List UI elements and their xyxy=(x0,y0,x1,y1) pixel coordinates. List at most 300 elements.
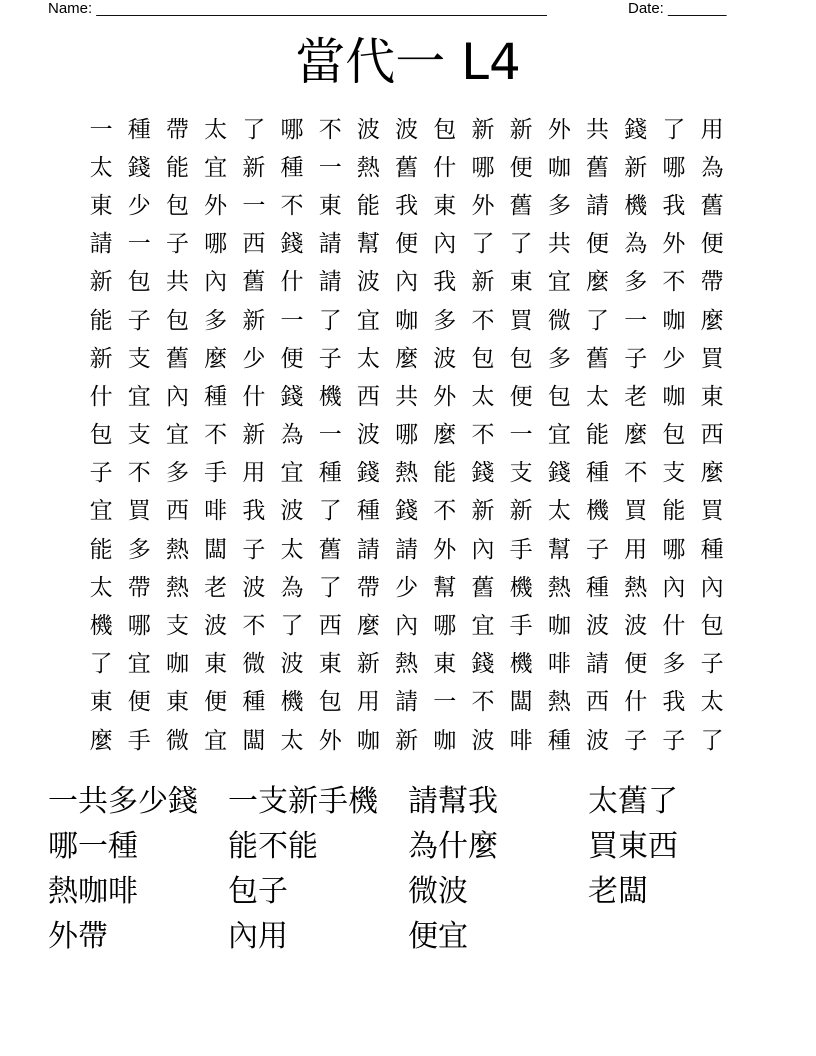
word-list-item: 微波 xyxy=(408,874,468,909)
grid-cell: 東 xyxy=(318,192,342,219)
grid-cell: 包 xyxy=(662,422,686,449)
grid-cell: 麼 xyxy=(433,422,457,449)
grid-cell: 能 xyxy=(433,460,457,487)
grid-cell: 種 xyxy=(700,536,724,563)
grid-cell: 錢 xyxy=(356,460,380,487)
grid-cell: 咖 xyxy=(662,383,686,410)
grid-cell: 熱 xyxy=(547,689,571,716)
grid-cell: 波 xyxy=(395,116,419,143)
grid-cell: 東 xyxy=(89,689,113,716)
grid-cell: 包 xyxy=(509,345,533,372)
grid-cell: 波 xyxy=(242,574,266,601)
grid-cell: 了 xyxy=(509,231,533,258)
grid-cell: 外 xyxy=(204,192,228,219)
word-list xyxy=(48,780,768,960)
name-field-label: Name: ______________________________________________________ xyxy=(48,0,547,17)
grid-cell: 波 xyxy=(586,613,610,640)
grid-cell: 便 xyxy=(395,231,419,258)
grid-cell: 咖 xyxy=(547,154,571,181)
grid-cell: 波 xyxy=(624,613,648,640)
grid-cell: 不 xyxy=(242,613,266,640)
grid-cell: 機 xyxy=(509,574,533,601)
grid-cell: 買 xyxy=(700,345,724,372)
grid-cell: 手 xyxy=(204,460,228,487)
grid-cell: 太 xyxy=(204,116,228,143)
grid-cell: 種 xyxy=(586,574,610,601)
word-list-item: 外帶 xyxy=(48,919,108,954)
grid-cell: 子 xyxy=(700,651,724,678)
grid-cell: 內 xyxy=(700,574,724,601)
grid-cell: 西 xyxy=(165,498,189,525)
grid-cell: 咖 xyxy=(356,727,380,754)
word-list-item: 為什麼 xyxy=(408,829,498,864)
grid-cell: 太 xyxy=(280,727,304,754)
grid-cell: 一 xyxy=(127,231,151,258)
grid-cell: 咖 xyxy=(433,727,457,754)
grid-cell: 子 xyxy=(624,345,648,372)
grid-cell: 多 xyxy=(547,345,571,372)
grid-cell: 帶 xyxy=(127,574,151,601)
grid-cell: 麼 xyxy=(356,613,380,640)
grid-cell: 宜 xyxy=(356,307,380,334)
grid-cell: 機 xyxy=(318,383,342,410)
grid-cell: 咖 xyxy=(395,307,419,334)
grid-cell: 請 xyxy=(89,231,113,258)
grid-cell: 西 xyxy=(242,231,266,258)
grid-cell: 太 xyxy=(547,498,571,525)
grid-cell: 啡 xyxy=(509,727,533,754)
grid-cell: 多 xyxy=(624,269,648,296)
grid-cell: 西 xyxy=(356,383,380,410)
grid-cell: 西 xyxy=(586,689,610,716)
grid-cell: 闆 xyxy=(509,689,533,716)
grid-cell: 舊 xyxy=(395,154,419,181)
grid-cell: 買 xyxy=(127,498,151,525)
grid-cell: 什 xyxy=(662,613,686,640)
grid-cell: 內 xyxy=(471,536,495,563)
word-list-item: 內用 xyxy=(228,919,288,954)
grid-cell: 宜 xyxy=(89,498,113,525)
grid-cell: 波 xyxy=(356,269,380,296)
grid-cell: 宜 xyxy=(547,422,571,449)
word-list-item: 老闆 xyxy=(588,874,648,909)
grid-cell: 幫 xyxy=(433,574,457,601)
grid-cell: 了 xyxy=(662,116,686,143)
grid-cell: 外 xyxy=(433,536,457,563)
grid-cell: 微 xyxy=(242,651,266,678)
grid-cell: 新 xyxy=(471,116,495,143)
grid-cell: 東 xyxy=(89,192,113,219)
grid-cell: 買 xyxy=(700,498,724,525)
grid-cell: 用 xyxy=(242,460,266,487)
grid-cell: 麼 xyxy=(624,422,648,449)
grid-cell: 宜 xyxy=(165,422,189,449)
grid-cell: 啡 xyxy=(547,651,571,678)
grid-cell: 宜 xyxy=(127,383,151,410)
grid-cell: 波 xyxy=(433,345,457,372)
grid-cell: 包 xyxy=(89,422,113,449)
grid-cell: 幫 xyxy=(547,536,571,563)
grid-cell: 闆 xyxy=(242,727,266,754)
grid-cell: 子 xyxy=(242,536,266,563)
grid-cell: 宜 xyxy=(280,460,304,487)
grid-cell: 多 xyxy=(165,460,189,487)
grid-cell: 太 xyxy=(356,345,380,372)
grid-cell: 少 xyxy=(662,345,686,372)
grid-cell: 一 xyxy=(318,422,342,449)
grid-cell: 一 xyxy=(509,422,533,449)
grid-cell: 少 xyxy=(242,345,266,372)
grid-cell: 舊 xyxy=(165,345,189,372)
grid-cell: 一 xyxy=(433,689,457,716)
grid-cell: 不 xyxy=(433,498,457,525)
grid-cell: 帶 xyxy=(700,269,724,296)
grid-cell: 宜 xyxy=(127,651,151,678)
grid-cell: 多 xyxy=(662,651,686,678)
grid-cell: 東 xyxy=(204,651,228,678)
grid-cell: 老 xyxy=(204,574,228,601)
grid-cell: 機 xyxy=(509,651,533,678)
grid-cell: 新 xyxy=(242,154,266,181)
grid-cell: 種 xyxy=(586,460,610,487)
grid-cell: 一 xyxy=(624,307,648,334)
grid-cell: 帶 xyxy=(165,116,189,143)
grid-cell: 不 xyxy=(127,460,151,487)
grid-cell: 一 xyxy=(89,116,113,143)
grid-cell: 哪 xyxy=(395,422,419,449)
grid-cell: 為 xyxy=(280,422,304,449)
grid-cell: 不 xyxy=(471,422,495,449)
grid-cell: 便 xyxy=(700,231,724,258)
word-list-item: 便宜 xyxy=(408,919,468,954)
grid-cell: 機 xyxy=(89,613,113,640)
grid-cell: 錢 xyxy=(280,383,304,410)
grid-cell: 共 xyxy=(586,116,610,143)
grid-cell: 新 xyxy=(509,498,533,525)
grid-cell: 不 xyxy=(280,192,304,219)
grid-cell: 便 xyxy=(509,154,533,181)
grid-cell: 請 xyxy=(586,651,610,678)
grid-cell: 錢 xyxy=(471,651,495,678)
grid-cell: 錢 xyxy=(471,460,495,487)
grid-cell: 包 xyxy=(547,383,571,410)
grid-cell: 了 xyxy=(242,116,266,143)
word-list-item: 一共多少錢 xyxy=(48,784,198,819)
grid-cell: 一 xyxy=(242,192,266,219)
grid-cell: 請 xyxy=(395,536,419,563)
word-list-item: 能不能 xyxy=(228,829,318,864)
grid-cell: 新 xyxy=(89,269,113,296)
grid-cell: 什 xyxy=(242,383,266,410)
grid-cell: 便 xyxy=(586,231,610,258)
grid-cell: 新 xyxy=(471,269,495,296)
grid-cell: 新 xyxy=(471,498,495,525)
grid-cell: 我 xyxy=(433,269,457,296)
grid-cell: 手 xyxy=(509,613,533,640)
grid-cell: 內 xyxy=(204,269,228,296)
grid-cell: 了 xyxy=(280,613,304,640)
grid-cell: 哪 xyxy=(433,613,457,640)
grid-cell: 波 xyxy=(356,422,380,449)
grid-cell: 麼 xyxy=(395,345,419,372)
grid-cell: 能 xyxy=(165,154,189,181)
grid-cell: 什 xyxy=(280,269,304,296)
grid-cell: 熱 xyxy=(624,574,648,601)
grid-cell: 便 xyxy=(280,345,304,372)
grid-cell: 包 xyxy=(127,269,151,296)
grid-cell: 舊 xyxy=(586,154,610,181)
grid-cell: 種 xyxy=(547,727,571,754)
grid-cell: 用 xyxy=(624,536,648,563)
grid-cell: 外 xyxy=(547,116,571,143)
grid-cell: 買 xyxy=(509,307,533,334)
grid-cell: 啡 xyxy=(204,498,228,525)
grid-cell: 一 xyxy=(280,307,304,334)
word-list-item: 太舊了 xyxy=(588,784,678,819)
grid-cell: 請 xyxy=(586,192,610,219)
grid-cell: 哪 xyxy=(471,154,495,181)
grid-cell: 包 xyxy=(471,345,495,372)
grid-cell: 少 xyxy=(127,192,151,219)
grid-cell: 子 xyxy=(586,536,610,563)
grid-cell: 不 xyxy=(471,307,495,334)
grid-cell: 波 xyxy=(586,727,610,754)
grid-cell: 少 xyxy=(395,574,419,601)
grid-cell: 子 xyxy=(624,727,648,754)
grid-cell: 機 xyxy=(624,192,648,219)
grid-cell: 波 xyxy=(356,116,380,143)
grid-cell: 包 xyxy=(318,689,342,716)
grid-cell: 請 xyxy=(356,536,380,563)
grid-cell: 不 xyxy=(204,422,228,449)
grid-cell: 我 xyxy=(662,689,686,716)
grid-cell: 外 xyxy=(662,231,686,258)
grid-cell: 哪 xyxy=(204,231,228,258)
grid-cell: 用 xyxy=(356,689,380,716)
grid-cell: 東 xyxy=(700,383,724,410)
grid-cell: 便 xyxy=(509,383,533,410)
grid-cell: 包 xyxy=(433,116,457,143)
grid-cell: 種 xyxy=(318,460,342,487)
grid-cell: 種 xyxy=(242,689,266,716)
grid-cell: 支 xyxy=(509,460,533,487)
grid-cell: 內 xyxy=(662,574,686,601)
grid-cell: 請 xyxy=(318,269,342,296)
grid-cell: 為 xyxy=(624,231,648,258)
grid-cell: 手 xyxy=(509,536,533,563)
grid-cell: 不 xyxy=(318,116,342,143)
grid-cell: 內 xyxy=(165,383,189,410)
grid-cell: 子 xyxy=(127,307,151,334)
grid-cell: 麼 xyxy=(204,345,228,372)
grid-cell: 西 xyxy=(318,613,342,640)
grid-cell: 新 xyxy=(395,727,419,754)
grid-cell: 宜 xyxy=(471,613,495,640)
grid-cell: 為 xyxy=(700,154,724,181)
grid-cell: 了 xyxy=(318,307,342,334)
grid-cell: 內 xyxy=(395,613,419,640)
grid-cell: 多 xyxy=(547,192,571,219)
word-list-item: 包子 xyxy=(228,874,288,909)
grid-cell: 什 xyxy=(433,154,457,181)
grid-cell: 一 xyxy=(318,154,342,181)
grid-cell: 了 xyxy=(318,498,342,525)
grid-cell: 舊 xyxy=(509,192,533,219)
grid-cell: 太 xyxy=(586,383,610,410)
grid-cell: 請 xyxy=(395,689,419,716)
grid-cell: 錢 xyxy=(127,154,151,181)
grid-cell: 舊 xyxy=(700,192,724,219)
grid-cell: 帶 xyxy=(356,574,380,601)
grid-cell: 錢 xyxy=(280,231,304,258)
grid-cell: 種 xyxy=(127,116,151,143)
grid-cell: 新 xyxy=(509,116,533,143)
grid-cell: 舊 xyxy=(318,536,342,563)
grid-cell: 宜 xyxy=(547,269,571,296)
grid-cell: 舊 xyxy=(586,345,610,372)
grid-cell: 哪 xyxy=(280,116,304,143)
grid-cell: 宜 xyxy=(204,727,228,754)
grid-cell: 波 xyxy=(471,727,495,754)
grid-cell: 種 xyxy=(280,154,304,181)
grid-cell: 包 xyxy=(165,192,189,219)
grid-cell: 能 xyxy=(89,307,113,334)
grid-cell: 波 xyxy=(280,498,304,525)
grid-cell: 錢 xyxy=(547,460,571,487)
grid-cell: 熱 xyxy=(395,460,419,487)
grid-cell: 波 xyxy=(204,613,228,640)
grid-cell: 哪 xyxy=(662,536,686,563)
grid-cell: 波 xyxy=(280,651,304,678)
grid-cell: 不 xyxy=(662,269,686,296)
grid-cell: 外 xyxy=(471,192,495,219)
grid-cell: 太 xyxy=(471,383,495,410)
grid-cell: 東 xyxy=(433,192,457,219)
grid-cell: 支 xyxy=(127,422,151,449)
grid-cell: 舊 xyxy=(242,269,266,296)
grid-cell: 包 xyxy=(165,307,189,334)
grid-cell: 麼 xyxy=(89,727,113,754)
grid-cell: 咖 xyxy=(662,307,686,334)
grid-cell: 內 xyxy=(433,231,457,258)
grid-cell: 不 xyxy=(471,689,495,716)
grid-cell: 我 xyxy=(662,192,686,219)
grid-cell: 微 xyxy=(547,307,571,334)
grid-cell: 太 xyxy=(700,689,724,716)
grid-cell: 機 xyxy=(586,498,610,525)
page-title: 當代一 L4 xyxy=(295,33,521,91)
grid-cell: 支 xyxy=(165,613,189,640)
grid-cell: 微 xyxy=(165,727,189,754)
grid-cell: 不 xyxy=(624,460,648,487)
grid-cell: 能 xyxy=(586,422,610,449)
grid-cell: 西 xyxy=(700,422,724,449)
grid-cell: 熱 xyxy=(165,536,189,563)
grid-cell: 舊 xyxy=(471,574,495,601)
grid-cell: 能 xyxy=(89,536,113,563)
grid-cell: 包 xyxy=(700,613,724,640)
word-list-item: 熱咖啡 xyxy=(48,874,138,909)
word-list-item: 一支新手機 xyxy=(228,784,378,819)
grid-cell: 子 xyxy=(165,231,189,258)
grid-cell: 內 xyxy=(395,269,419,296)
grid-cell: 新 xyxy=(624,154,648,181)
grid-cell: 種 xyxy=(356,498,380,525)
grid-cell: 子 xyxy=(318,345,342,372)
grid-cell: 了 xyxy=(586,307,610,334)
grid-cell: 咖 xyxy=(165,651,189,678)
grid-cell: 麼 xyxy=(700,307,724,334)
grid-cell: 手 xyxy=(127,727,151,754)
grid-cell: 支 xyxy=(662,460,686,487)
grid-cell: 熱 xyxy=(356,154,380,181)
grid-cell: 太 xyxy=(89,154,113,181)
grid-cell: 東 xyxy=(318,651,342,678)
grid-cell: 麼 xyxy=(586,269,610,296)
grid-cell: 外 xyxy=(318,727,342,754)
grid-cell: 外 xyxy=(433,383,457,410)
grid-cell: 哪 xyxy=(127,613,151,640)
grid-cell: 了 xyxy=(471,231,495,258)
grid-cell: 機 xyxy=(280,689,304,716)
grid-cell: 幫 xyxy=(356,231,380,258)
grid-cell: 東 xyxy=(509,269,533,296)
grid-cell: 什 xyxy=(89,383,113,410)
grid-cell: 共 xyxy=(165,269,189,296)
grid-cell: 多 xyxy=(204,307,228,334)
grid-cell: 了 xyxy=(700,727,724,754)
grid-cell: 闆 xyxy=(204,536,228,563)
grid-cell: 什 xyxy=(624,689,648,716)
grid-cell: 東 xyxy=(433,651,457,678)
grid-cell: 錢 xyxy=(624,116,648,143)
grid-cell: 太 xyxy=(280,536,304,563)
grid-cell: 我 xyxy=(395,192,419,219)
word-search-grid xyxy=(82,111,731,760)
grid-cell: 新 xyxy=(242,307,266,334)
grid-cell: 能 xyxy=(662,498,686,525)
grid-cell: 便 xyxy=(127,689,151,716)
grid-cell: 新 xyxy=(356,651,380,678)
grid-cell: 多 xyxy=(127,536,151,563)
header xyxy=(48,0,748,20)
grid-cell: 哪 xyxy=(662,154,686,181)
grid-cell: 熱 xyxy=(165,574,189,601)
grid-cell: 子 xyxy=(89,460,113,487)
word-list-item: 哪一種 xyxy=(48,829,138,864)
grid-cell: 錢 xyxy=(395,498,419,525)
grid-cell: 新 xyxy=(89,345,113,372)
grid-cell: 了 xyxy=(89,651,113,678)
date-field-label: Date: _______ xyxy=(628,0,727,17)
grid-cell: 種 xyxy=(204,383,228,410)
grid-cell: 買 xyxy=(624,498,648,525)
grid-cell: 便 xyxy=(624,651,648,678)
grid-cell: 老 xyxy=(624,383,648,410)
word-list-item: 請幫我 xyxy=(408,784,498,819)
grid-cell: 咖 xyxy=(547,613,571,640)
grid-cell: 東 xyxy=(165,689,189,716)
grid-cell: 熱 xyxy=(547,574,571,601)
grid-cell: 新 xyxy=(242,422,266,449)
word-list-item: 買東西 xyxy=(588,829,678,864)
grid-cell: 宜 xyxy=(204,154,228,181)
grid-cell: 支 xyxy=(127,345,151,372)
grid-cell: 熱 xyxy=(395,651,419,678)
grid-cell: 了 xyxy=(318,574,342,601)
grid-cell: 共 xyxy=(395,383,419,410)
grid-cell: 太 xyxy=(89,574,113,601)
